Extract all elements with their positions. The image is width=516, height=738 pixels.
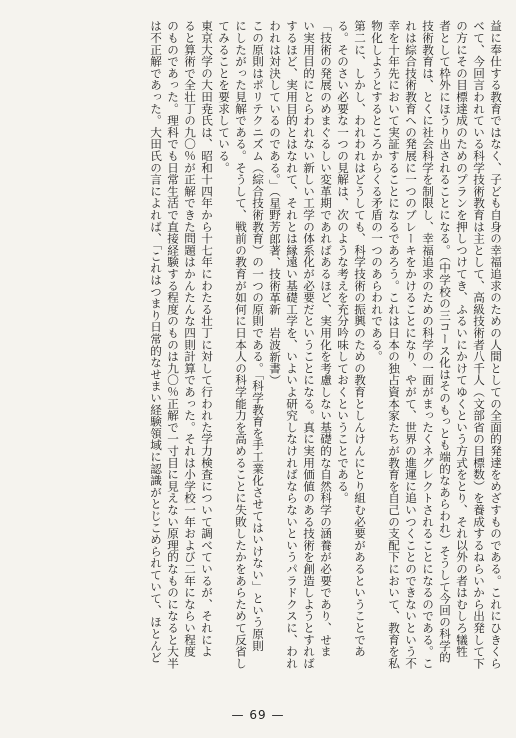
text-line: 物化しようとするところからくる矛盾の一つのあらわれである。 (370, 20, 384, 363)
text-line: い実用目的にとらわれない新しい工学の体系化が必要だということになる。真に実用価値のある技術を創造しようとすれば (302, 20, 316, 669)
text-line: れは綜合技術教育への発展に一つのブレーキをかけることになり、やがて、世界の進運に追いつくことのできないという不 (404, 20, 418, 669)
text-line: 技術教育は、とくに社会科学を制限し、幸福追求のための科学の一面がまったくネグレクトされることになるのである。こ (421, 20, 435, 669)
text-line: る。そのさい必要な一つの見解は、次のような考えを充分吟味しておくということである。 (336, 20, 350, 504)
text-line: 幸を十年先において実証することになるであろう。これは日本の独占資本家たちが教育を自己の支配下において、教育を私 (387, 20, 401, 669)
text-line: 東京大学の大田尭氏は、昭和十四年から十七年にわたる壮丁に対して行われた学力検査について調べているが、それによ (200, 20, 214, 658)
page-number: — 69 — (231, 708, 285, 722)
text-line: 第二に、しかし、われわれはどうしても、科学技術の振興のための教育としんけんにとり組む必要があるということであ (353, 20, 367, 658)
text-line: ると算術で全壮丁の九〇％が正解できた問題はかんたんな四則計算であった。それは小学校一年および二年にならい程度 (183, 20, 197, 658)
text-line: にしたがった見解である。そうして、戦前の教育が如何に日本人の科学能力を高めることに失敗したかをあらためて反省し (234, 20, 248, 669)
text-line: 者として枠外にほうり出されることになる。（中学校の三コース化はそのもっとも端的なあらわれ）そうして今回の科学的 (438, 20, 452, 664)
text-line: この原則はポリテクニズム（綜合技術教育）の一つの原則である。「科学教育を手工業化させてはいけない」という原則 (251, 20, 265, 652)
text-line: のものであった。理科でも日常生活で直接経験する程度のものは九〇％正解で一寸目に見えない原理的なものになると大半 (166, 20, 180, 669)
text-line: 「技術の発展のめまぐるしい変革期であればあるほど、実用化を考慮しない基礎的な自然科学の涵養が必要であり、せま (319, 20, 333, 658)
text-line: の方にその目標達成のためのプランを押しつけてき、ふるいにかけてゆくという方式をとり、それ以外の者はむしろ犠牲 (455, 20, 469, 658)
text-line: 益に奉仕する教育ではなく、子ども自身の幸福追求のための人間としての全面的発達をめざすものである。これにひきくら (489, 20, 503, 669)
text-line: は不正解であった。大田氏の言によれば、「これはつまり日常的なせまい経験領域に認識がとじこめられていて、ほとんど (149, 20, 163, 664)
text-line: われは対決しているのである。」（星野芳郎著、技術革新 岩波新書） (268, 20, 282, 386)
text-line: てみることを要求している。 (217, 20, 231, 174)
text-line: べて、今回言われている科学技術教育は主として、高級技術者八千人（文部省の目標数）を養成するねらいから出発して下 (472, 20, 486, 669)
text-line: するほど、実用目的とはなれて、それとは縁遠い基礎工学を、いよいよ研究しなければならないというパラドクスに、われ (285, 20, 299, 669)
vertical-text-body (12, 20, 504, 690)
